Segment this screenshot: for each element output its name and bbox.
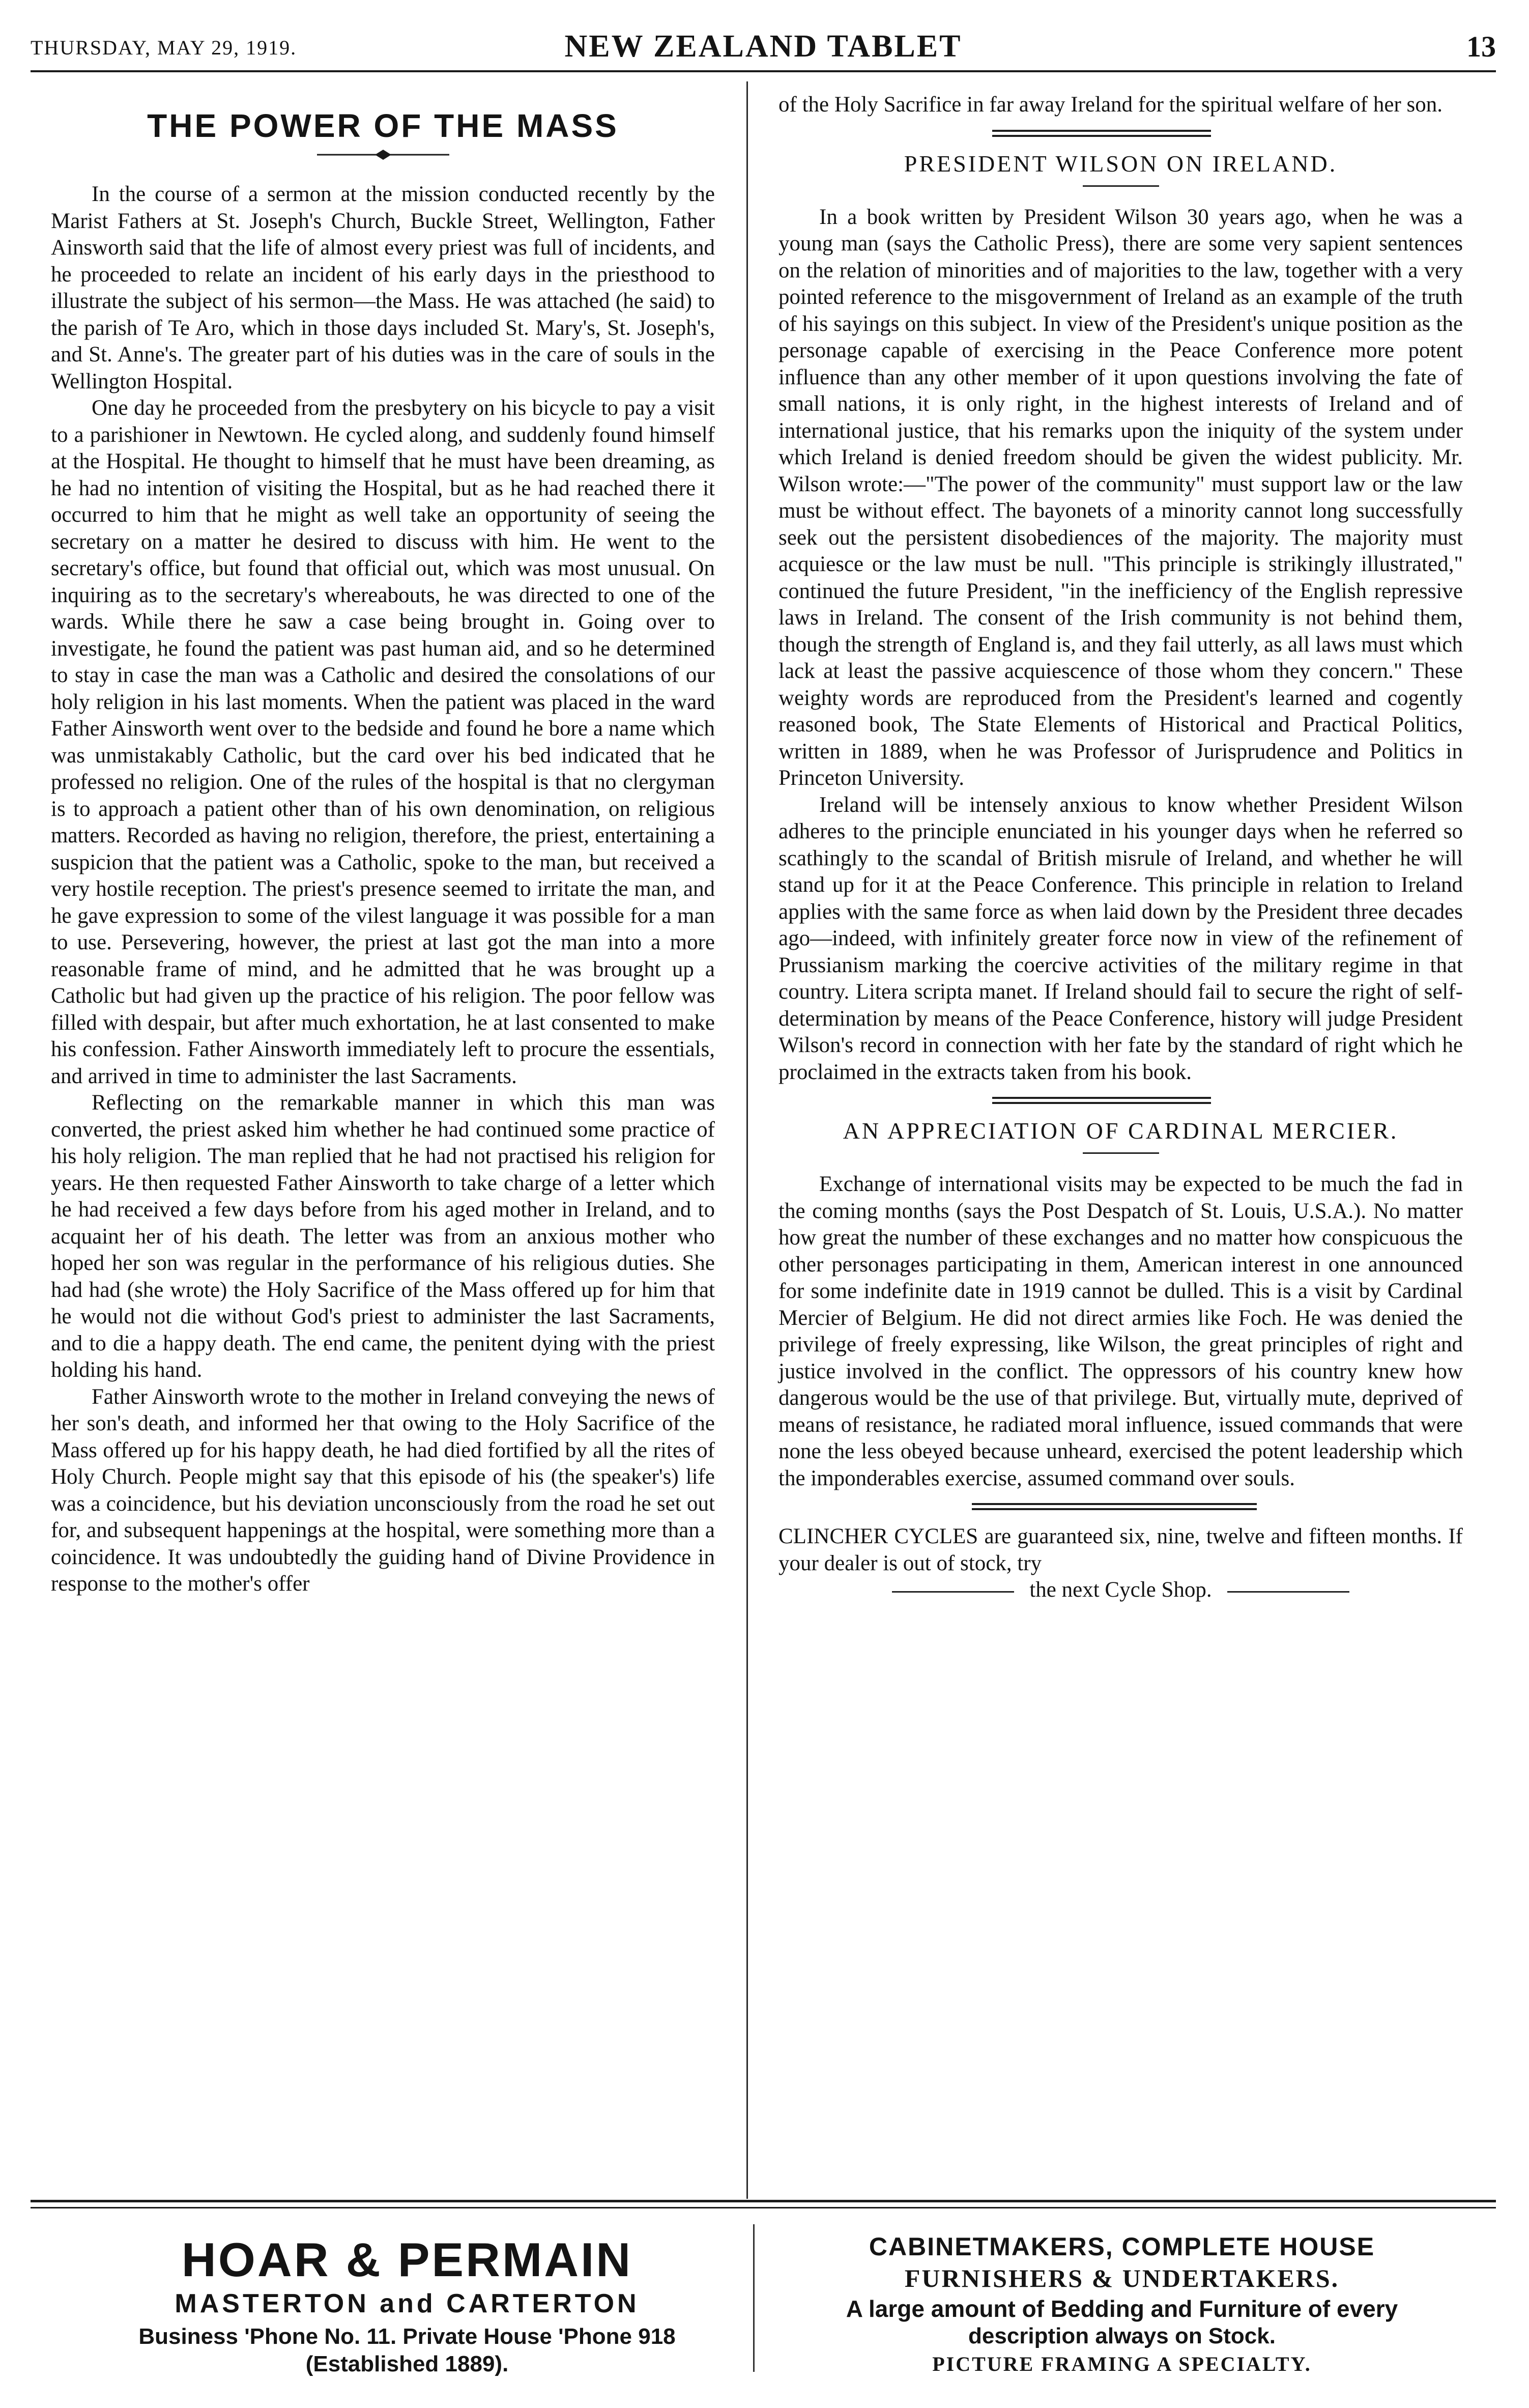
- issue-date: THURSDAY, MAY 29, 1919.: [31, 36, 297, 59]
- newspaper-title: NEW ZEALAND TABLET: [564, 29, 962, 64]
- advert-line: A large amount of Bedding and Furniture of every: [846, 2296, 1398, 2322]
- mercier-body: [778, 1171, 1463, 1492]
- diamond-ornament-icon: [317, 149, 449, 161]
- article-paragraph: In a book written by President Wilson 30 years ago, when he was a young man (says the Catholic Press), there are some very sapient sentences on the relation of minorities and of majorities to the law, together with a very pointed reference to the misgovernment of Ireland as an example of the truth of his sayings on this subject. In view of the President's unique position as the personage capable of exercising in the Peace Conference more potent influence than any other member of it upon questions involving the fate of small nations, it is only right, in the highest interests of Ireland and of international justice, that his remarks upon the iniquity of the system under which Ireland is denied freedom should be given the widest publicity. Mr. Wilson wrote:—"The power of the community" must support law or the law must be without effect. The bayonets of a minority cannot long successfully seek out the persistent disobediences of the majority. The majority must acquiesce or the law must be null. "This principle is strikingly illustrated," continued the future President, "in the inefficiency of the English repressive laws in Ireland. The consent of the Irish community is not behind them, though the strength of England is, and they fail utterly, as all laws must which lack at least the passive acquiescence of those whom they concern." These weighty words are reproduced from the President's learned and cogently reasoned book, The State Elements of Historical and Practical Politics, written in 1889, when he was Professor of Jurisprudence and Politics in Princeton University.: [778, 205, 1463, 790]
- article-paragraph: Exchange of international visits may be expected to be much the fad in the coming months (says the Post Despatch of St. Louis, U.S.A.). No matter how great the number of these exchanges and no matter how conspicuous the other personages participating in them, American interest in one announced for some indefinite date in 1919 cannot be dulled. This is a visit by Cardinal Mercier of Belgium. He did not direct armies like Foch. He was denied the privilege of freely expressing, like Wilson, the great principles of right and justice involved in the conflict. The oppressors of his country knew how dangerous would be the use of that privilege. But, virtually mute, deprived of means of resistance, he radiated moral influence, issued commands that were none the less obeyed because unheard, exercised the potent leadership which the imponderables exercise, assumed command over souls.: [778, 1172, 1463, 1490]
- continued-text: [778, 92, 1463, 119]
- article-paragraph: Reflecting on the remarkable manner in which this man was converted, the priest asked him whether he had continued some practice of his holy religion. The man replied that he had not practised his religion for years. He then requested Father Ainsworth to take charge of a letter which he had received a few days before from his aged mother in Ireland, and to acquaint her of his death. The letter was from an anxious mother who hoped her son was regular in the performance of his religious duties. She had had (she wrote) the Holy Sacrifice of the Mass offered up for him that he would not die without God's priest to administer the last Sacraments, and to die a happy death. The end came, the penitent dying with the priest holding his hand.: [51, 1091, 715, 1382]
- section-divider: [992, 1097, 1211, 1104]
- column-separator: [746, 81, 748, 2199]
- section-divider: [992, 130, 1211, 137]
- continuation-paragraph: of the Holy Sacrifice in far away Ireland for the spiritual welfare of her son.: [778, 93, 1443, 117]
- cabinetmakers-advert: [778, 2232, 1465, 2376]
- advert-towns: MASTERTON and CARTERTON: [175, 2289, 640, 2318]
- advert-phones: Business 'Phone No. 11. Private House 'Phone 918: [138, 2324, 676, 2349]
- article-paragraph: In the course of a sermon at the mission conducted recently by the Marist Fathers at St. Joseph's Church, Buckle Street, Wellington, Father Ainsworth said that the life of almost every priest was full of incidents, and he proceeded to relate an incident of his early days in the priesthood to illustrate the subject of his sermon—the Mass. He was attached (he said) to the parish of Te Aro, which in those days included St. Mary's, St. Joseph's, and St. Anne's. The greater part of his duties was in the care of souls in the Wellington Hospital.: [51, 182, 715, 393]
- heading-rule: [1083, 185, 1159, 187]
- dash-rule: [1227, 1591, 1349, 1593]
- article-paragraph: Ireland will be intensely anxious to know whether President Wilson adheres to the principle enunciated in his younger days when he referred so scathingly to the scandal of British misrule of Ireland, and whether he will stand up for it at the Peace Conference. This principle in relation to Ireland applies with the same force as when laid down by the President three decades ago—indeed, with infinitely greater force now in view of the refinement of Prussianism marking the coercive activities of the military regime in that country. Litera scripta manet. If Ireland should fail to secure the right of self-determination by means of the Peace Conference, history will judge President Wilson's record in connection with her fate by the standard of right which he proclaimed in the extracts taken from his book.: [778, 792, 1463, 1084]
- advert-established: (Established 1889).: [305, 2352, 509, 2376]
- advert-line: CABINETMAKERS, COMPLETE HOUSE: [869, 2232, 1375, 2261]
- article-paragraph: Father Ainsworth wrote to the mother in Ireland conveying the news of her son's death, and informed her that owing to the Holy Sacrifice of the Mass offered up for his happy death, he had died fortified by all the rites of Holy Church. People might say that this episode of his (the speaker's) life was a coincidence, but his deviation unconsciously from the road he set out for, and subsequent happenings at the hospital, were something more than a coincidence. It was undoubtedly the guiding hand of Divine Providence in response to the mother's offer: [51, 1384, 715, 1596]
- masthead-rule: [31, 70, 1496, 72]
- advert-line: description always on Stock.: [968, 2324, 1276, 2348]
- wilson-heading: PRESIDENT WILSON ON IRELAND.: [904, 150, 1338, 177]
- page-number: 13: [1466, 30, 1496, 63]
- footer-separator: [753, 2224, 755, 2372]
- right-column: [778, 92, 1463, 1604]
- advert-line: FURNISHERS & UNDERTAKERS.: [904, 2264, 1340, 2292]
- mercier-heading: AN APPRECIATION OF CARDINAL MERCIER.: [843, 1118, 1399, 1144]
- footer-rule: [31, 2207, 1496, 2208]
- article-paragraph: One day he proceeded from the presbytery on his bicycle to pay a visit to a parishioner in Newtown. He cycled along, and suddenly found himself at the Hospital. He thought to himself that he must have been dreaming, as he had no intention of visiting the Hospital, but as he had reached there it occurred to him that he might as well take an opportunity of seeing the secretary on a matter he desired to discuss with him. He went to the secretary's office, but found that official out, which was most unusual. On inquiring as to the secretary's whereabouts, he was directed to one of the wards. While there he saw a case being brought in. Going over to investigate, he found the patient was past human aid, and so he determined to stay in case the man was a Catholic and desired the consolations of our holy religion in his last moments. When the patient was placed in the ward Father Ainsworth went over to the bedside and found he bore a name which was unmistakably Catholic, but the card over his bed indicated that he professed no religion. One of the rules of the hospital is that no clergyman is to approach a patient other than of his own denomination, on religious matters. Recorded as having no religion, therefore, the priest, entertaining a suspicion that the patient was a Catholic, spoke to the man, but received a very hostile reception. The priest's presence seemed to irritate the man, and he gave expression to some of the vilest language it was possible for a man to use. Persevering, however, the priest at last got the man into a more reasonable frame of mind, and he admitted that he was brought up a Catholic but had given up the practice of his religion. The poor fellow was filled with despair, but after much exhortation, he at last consented to make his confession. Father Ainsworth immediately left to procure the essentials, and arrived in time to administer the last Sacraments.: [51, 396, 715, 1088]
- advert-firm-name: HOAR & PERMAIN: [181, 2233, 633, 2286]
- heading-rule: [1083, 1152, 1159, 1154]
- dash-rule: [892, 1591, 1014, 1593]
- article-body: [51, 181, 715, 1598]
- hoar-permain-advert: [81, 2234, 733, 2377]
- article-headline: THE POWER OF THE MASS: [147, 107, 619, 144]
- clincher-notice: [778, 1523, 1463, 1604]
- section-divider: [972, 1503, 1257, 1510]
- wilson-body: [778, 204, 1463, 1086]
- clincher-text: CLINCHER CYCLES are guaranteed six, nine, twelve and fifteen months. If your dealer is out of stock, try: [778, 1524, 1463, 1575]
- footer-rule: [31, 2200, 1496, 2202]
- advert-line: PICTURE FRAMING A SPECIALTY.: [932, 2353, 1312, 2375]
- clincher-last-line: [778, 1577, 1463, 1604]
- clincher-shop: the next Cycle Shop.: [1029, 1578, 1212, 1602]
- masthead: [31, 26, 1496, 67]
- left-column: [51, 92, 715, 1598]
